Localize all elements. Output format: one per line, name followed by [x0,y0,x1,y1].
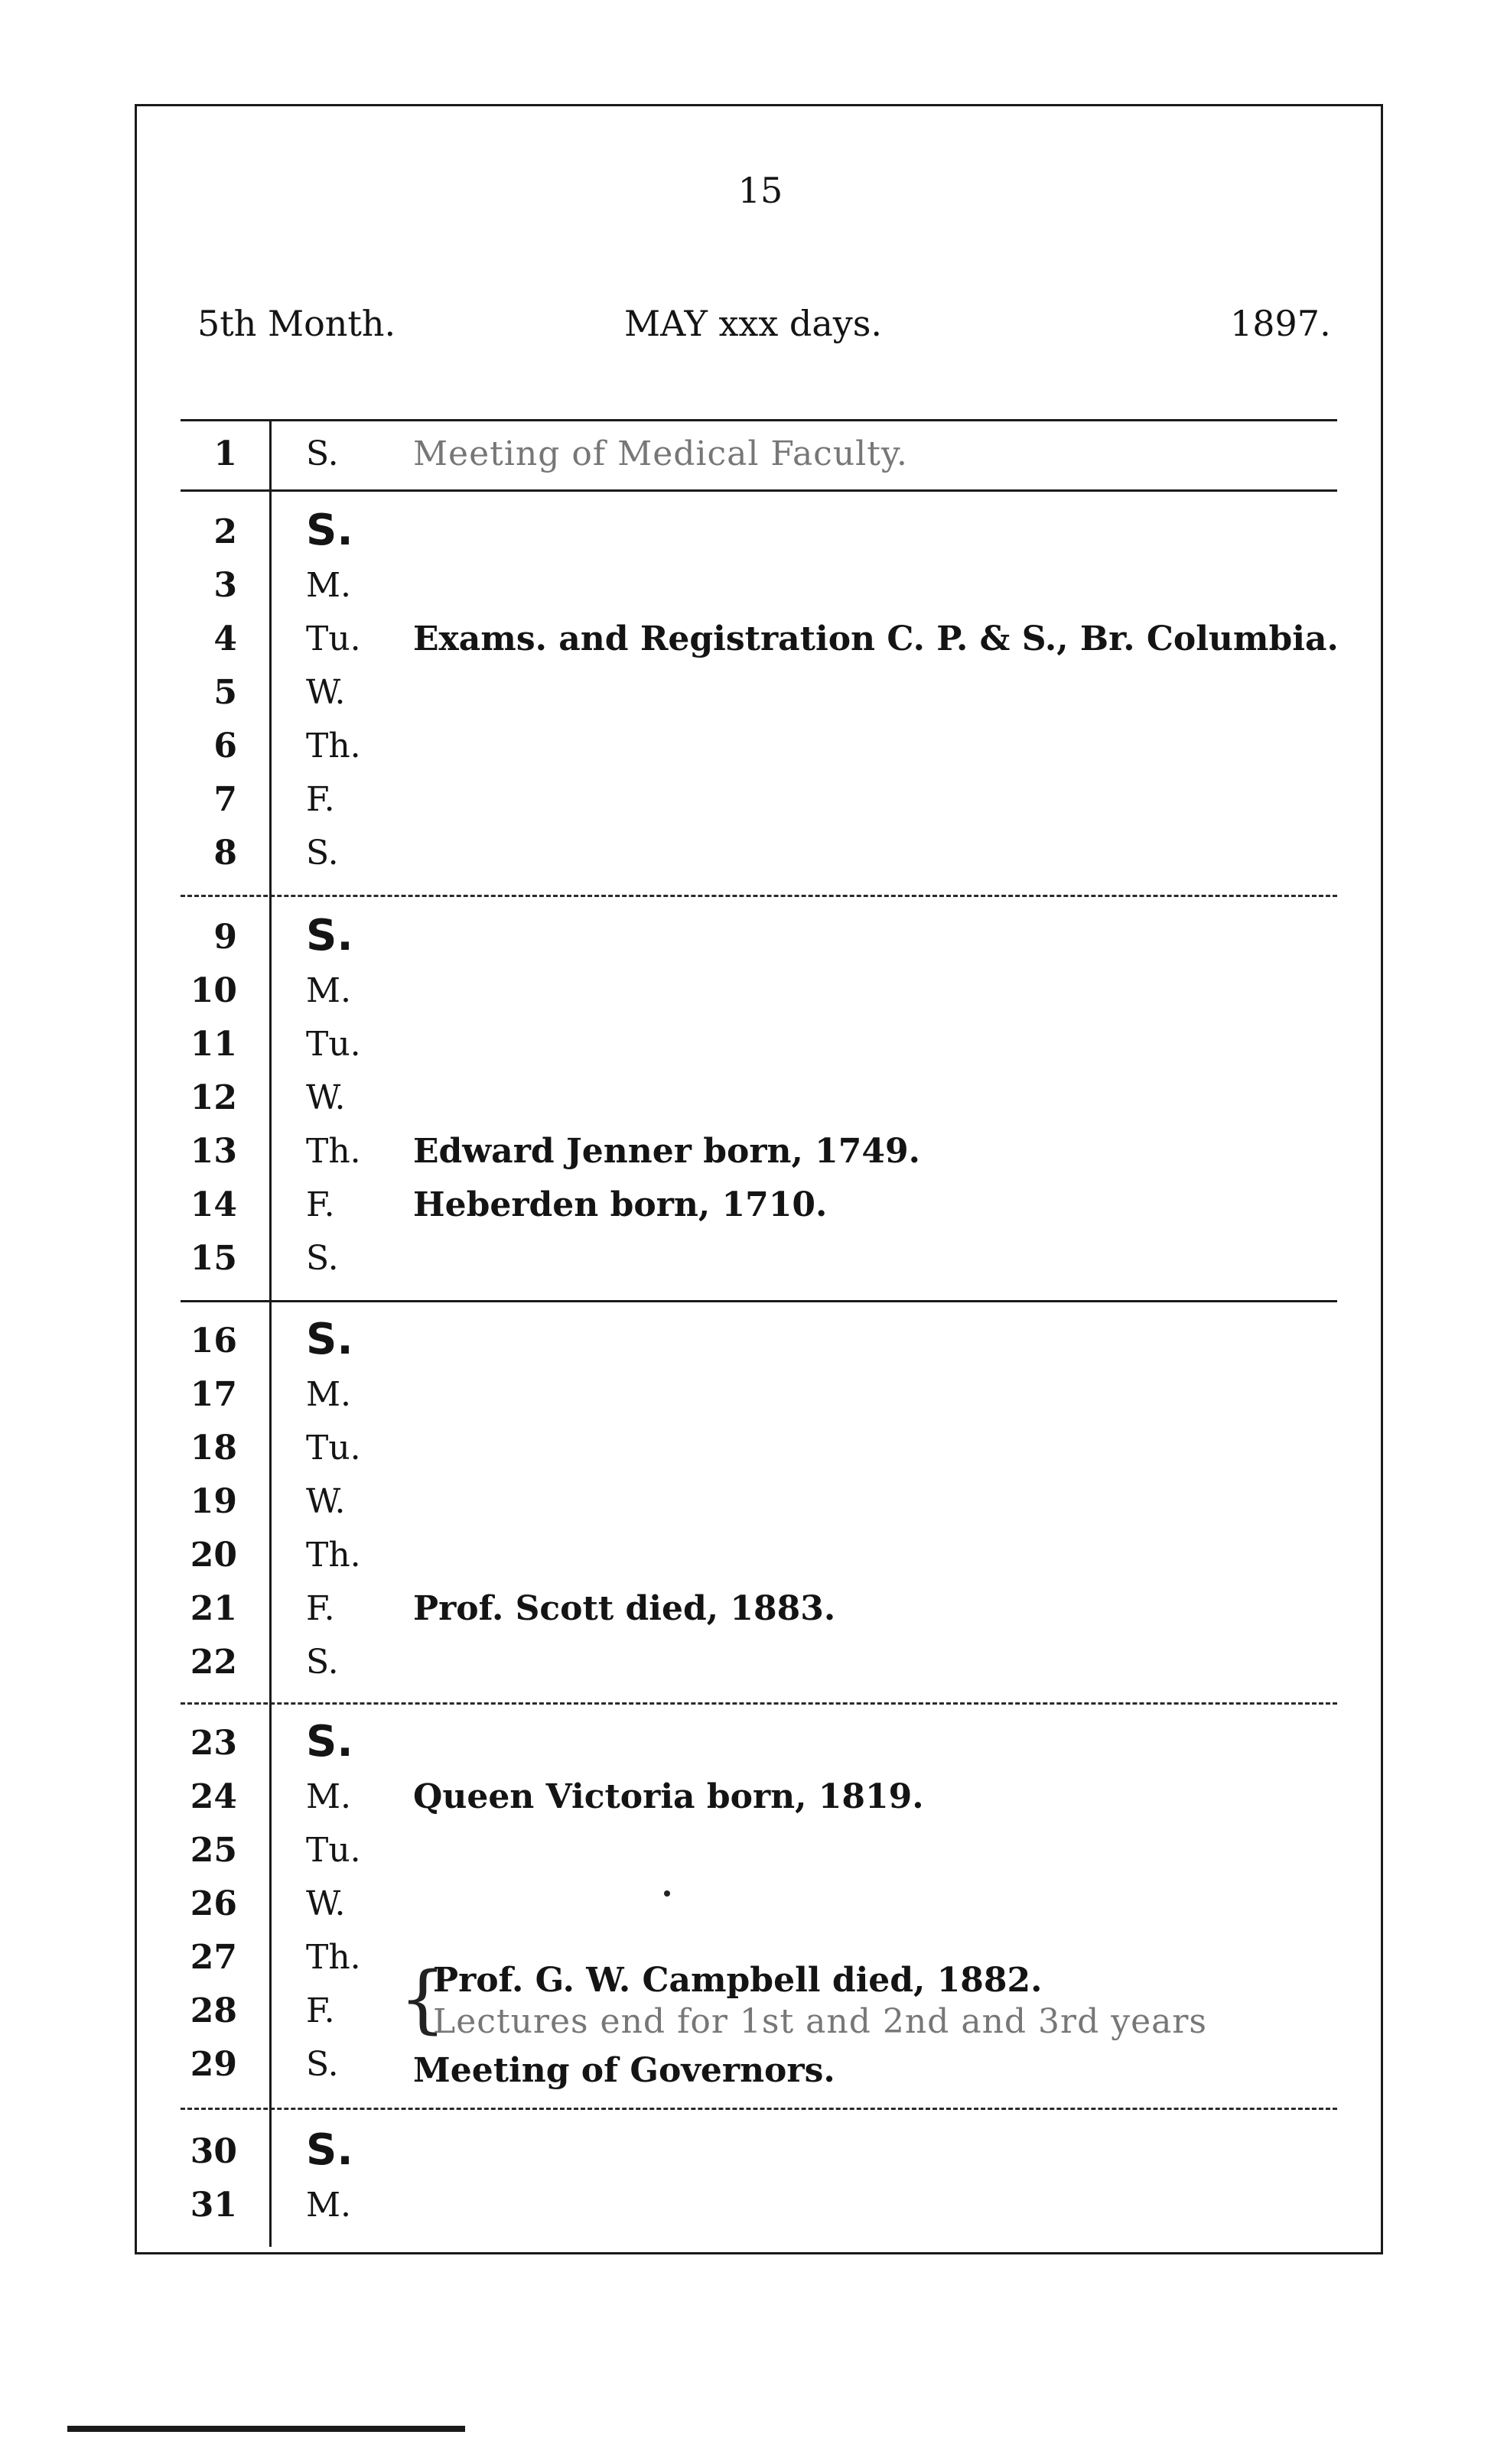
note-brace: { [399,1956,447,2042]
day-number: 28 [190,1991,237,2030]
weekday: W. [306,1482,346,1521]
weekday: Tu. [306,1429,361,1468]
day-number: 18 [190,1429,237,1468]
weekday: W. [306,1078,346,1117]
weekday: M. [306,1777,352,1816]
year-label: 1897. [1230,303,1331,344]
weekday-sunday: S. [306,911,353,961]
weekday-sunday: S. [306,2125,353,2175]
weekday: F. [306,1589,335,1628]
day-number: 23 [190,1724,237,1763]
day-event: Prof. Scott died, 1883. [413,1589,836,1628]
weekday: S. [306,2045,339,2084]
weekday: S. [306,1239,339,1278]
day-number: 6 [213,727,237,766]
weekday-sunday: S. [306,1315,353,1364]
weekday: F. [306,780,335,819]
week-divider [181,489,1337,492]
weekday: Th. [306,1938,361,1977]
day-number: 2 [213,512,237,551]
weekday: W. [306,673,346,712]
week-divider [181,895,1337,897]
day-event: Exams. and Registration C. P. & S., Br. Columbia. [413,619,1339,658]
day-event: Edward Jenner born, 1749. [413,1132,920,1171]
scan-edge-mark [67,2426,465,2432]
day-event: Heberden born, 1710. [413,1185,828,1224]
weekday: W. [306,1884,346,1923]
day-number: 21 [190,1589,237,1628]
day-number: 24 [190,1777,237,1816]
weekday: F. [306,1991,335,2030]
day-number: 1 [213,434,237,473]
weekday: M. [306,566,352,605]
month-label: 5th Month. [197,303,396,344]
day-number: 4 [213,619,237,658]
weekday: Th. [306,727,361,766]
day-number: 20 [190,1536,237,1575]
weekday: M. [306,971,352,1010]
print-speck [664,1890,670,1897]
day-number: 30 [190,2132,237,2171]
weekday-sunday: S. [306,505,353,555]
day-number: 19 [190,1482,237,1521]
day-number: 22 [190,1643,237,1682]
weekday-sunday: S. [306,1717,353,1767]
day-number: 5 [213,673,237,712]
day-number: 7 [213,780,237,819]
day-number: 13 [190,1132,237,1171]
table-top-rule [181,419,1337,421]
day-number: 12 [190,1078,237,1117]
weekday: S. [306,434,339,473]
column-divider [269,419,272,2247]
weekday: M. [306,1375,352,1414]
month-title: MAY xxx days. [624,303,882,344]
day-number: 10 [190,971,237,1010]
day-number: 25 [190,1831,237,1870]
day-number: 8 [213,834,237,873]
weekday: Tu. [306,1831,361,1870]
weekday: Th. [306,1536,361,1575]
day-number: 9 [213,918,237,957]
weekday: S. [306,834,339,873]
day-number: 16 [190,1321,237,1360]
day-number: 17 [190,1375,237,1414]
note-governors: Meeting of Governors. [413,2051,835,2090]
week-divider [181,1702,1337,1705]
week-divider [181,1300,1337,1302]
weekday: S. [306,1643,339,1682]
note-lectures: Lectures end for 1st and 2nd and 3rd years [433,2002,1207,2041]
weekday: Tu. [306,1025,361,1064]
day-number: 14 [190,1185,237,1224]
day-number: 29 [190,2045,237,2084]
day-number: 27 [190,1938,237,1977]
day-number: 15 [190,1239,237,1278]
weekday: F. [306,1185,335,1224]
week-divider [181,2108,1337,2110]
day-number: 3 [213,566,237,605]
page-number: 15 [737,170,783,211]
day-number: 31 [190,2186,237,2225]
day-number: 26 [190,1884,237,1923]
page-frame [135,104,1383,2254]
weekday: Th. [306,1132,361,1171]
weekday: M. [306,2186,352,2225]
day-event: Queen Victoria born, 1819. [413,1777,924,1816]
weekday: Tu. [306,619,361,658]
note-campbell: Prof. G. W. Campbell died, 1882. [433,1961,1043,2000]
day-number: 11 [190,1025,237,1064]
day-event: Meeting of Medical Faculty. [413,434,908,473]
